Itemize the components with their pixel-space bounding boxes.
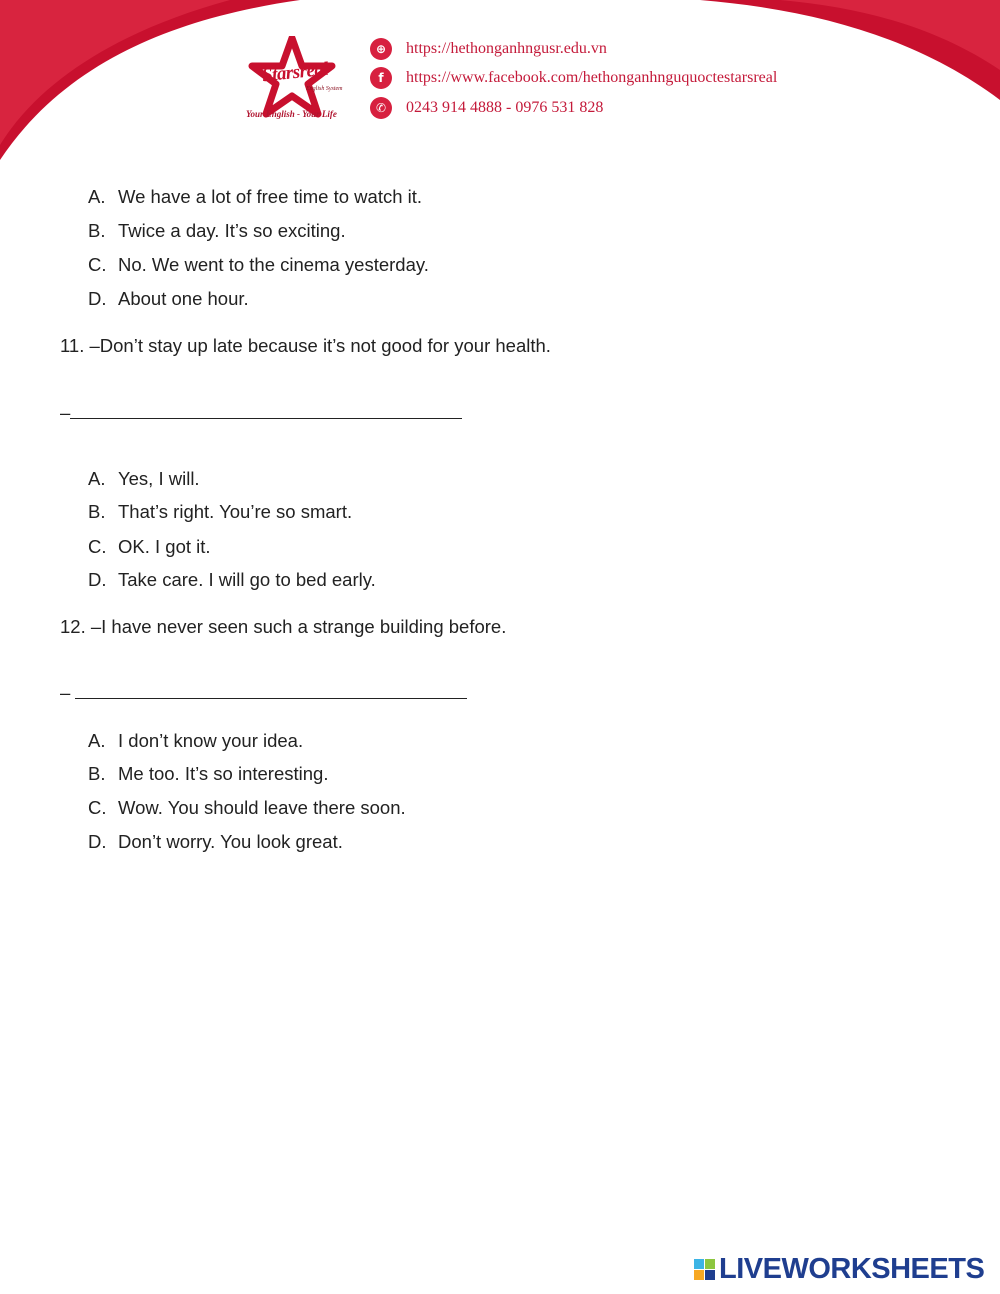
q11-answer-blank[interactable]: – [60, 402, 462, 424]
q11-option-d[interactable]: D. Take care. I will go to bed early. [88, 569, 376, 590]
q12-answer-blank[interactable]: – [60, 682, 467, 704]
q11-blank-line [70, 402, 462, 419]
q11-prompt: 11. –Don’t stay up late because it’s not good for your health. [60, 335, 551, 356]
logo-name: Starsreal [261, 58, 330, 87]
page-header [0, 0, 1000, 170]
q12-option-b[interactable]: B. Me too. It’s so interesting. [88, 763, 329, 784]
q11-option-b[interactable]: B. That’s right. You’re so smart. [88, 501, 353, 522]
q12-option-d[interactable]: D. Don’t worry. You look great. [88, 831, 343, 852]
logo-subtitle: English System [306, 86, 343, 92]
liveworksheets-logo [694, 1253, 984, 1286]
liveworksheets-wordmark: LIVEWORKSHEETS [719, 1253, 985, 1285]
website-contact [370, 38, 607, 60]
facebook-icon: f [370, 67, 392, 89]
phone-icon: ✆ [370, 97, 392, 119]
facebook-contact [370, 67, 777, 89]
facebook-link[interactable]: https://www.facebook.com/hethonganhnguquoctestarsreal [406, 69, 778, 86]
phone-number: 0243 914 4888 - 0976 531 828 [406, 99, 604, 116]
q11-option-a[interactable]: A. Yes, I will. [88, 468, 200, 489]
website-link[interactable]: https://hethonganhngusr.edu.vn [406, 40, 607, 57]
q12-blank-line [75, 682, 467, 699]
phone-contact [370, 97, 603, 119]
q12-option-c[interactable]: C. Wow. You should leave there soon. [88, 797, 406, 818]
q11-option-c[interactable]: C. OK. I got it. [88, 536, 211, 557]
q10-option-b[interactable]: B. Twice a day. It’s so exciting. [88, 220, 346, 241]
liveworksheets-grid-icon [694, 1259, 715, 1280]
globe-icon: ⊕ [370, 38, 392, 60]
q10-option-d[interactable]: D. About one hour. [88, 288, 249, 309]
q12-option-a[interactable]: A. I don’t know your idea. [88, 730, 304, 751]
q12-prompt: 12. –I have never seen such a strange building before. [60, 616, 507, 637]
q10-option-c[interactable]: C. No. We went to the cinema yesterday. [88, 254, 429, 275]
q10-option-a[interactable]: A. We have a lot of free time to watch it. [88, 186, 423, 207]
logo-tagline: Your English - Your Life [246, 109, 337, 119]
